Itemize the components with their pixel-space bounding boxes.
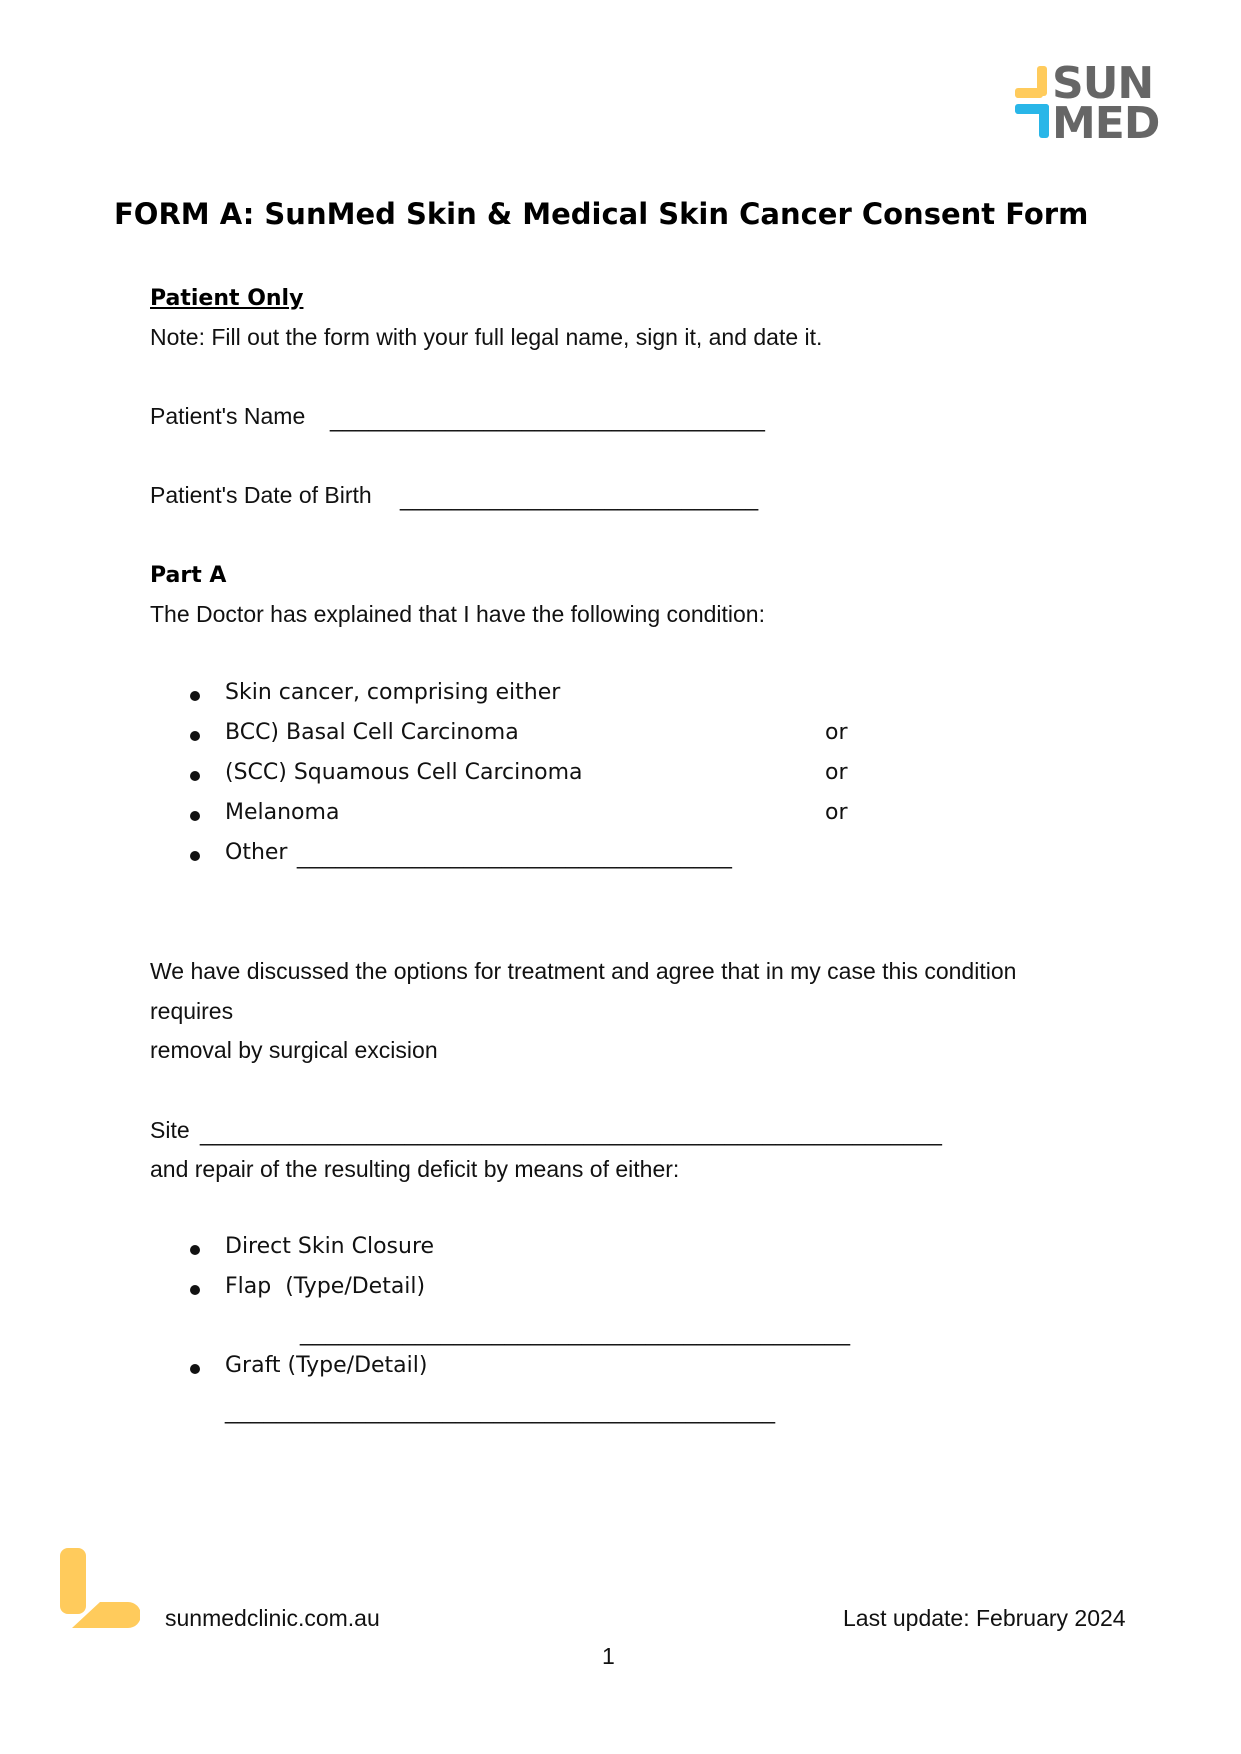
part-a-intro: The Doctor has explained that I have the following condition:: [150, 601, 765, 627]
repair-option-label: Graft (Type/Detail): [225, 1353, 428, 1378]
bullet-icon: [190, 691, 200, 701]
page-number: 1: [602, 1643, 615, 1669]
bullet-icon: [190, 811, 200, 821]
patient-dob-label: Patient's Date of Birth: [150, 482, 372, 508]
footer-logo-icon: [60, 1548, 140, 1628]
treatment-text-line1: We have discussed the options for treatment and agree that in my case this condition: [150, 958, 1017, 984]
bullet-icon: [190, 731, 200, 741]
condition-label: Melanoma: [225, 800, 340, 825]
graft-detail-field[interactable]: ___________________________________________: [225, 1398, 776, 1424]
page-title: FORM A: SunMed Skin & Medical Skin Cancer Consent Form: [114, 197, 1089, 231]
patient-note: Note: Fill out the form with your full legal name, sign it, and date it.: [150, 324, 823, 350]
treatment-text-line3: removal by surgical excision: [150, 1037, 438, 1063]
condition-label: (SCC) Squamous Cell Carcinoma: [225, 760, 583, 785]
condition-or: or: [825, 800, 848, 825]
repair-option-label: Direct Skin Closure: [225, 1234, 435, 1259]
sunmed-cross-icon: [1015, 66, 1055, 148]
bullet-icon: [190, 1364, 200, 1374]
condition-label: BCC) Basal Cell Carcinoma: [225, 720, 519, 745]
bullet-icon: [190, 1285, 200, 1295]
part-a-heading: Part A: [150, 563, 227, 588]
treatment-text-line2: requires: [150, 998, 234, 1024]
patient-name-label: Patient's Name: [150, 403, 306, 429]
sunmed-logo: [1015, 58, 1165, 149]
flap-detail-field[interactable]: ___________________________________________: [300, 1320, 851, 1346]
footer-last-update: Last update: February 2024: [843, 1605, 1126, 1631]
bullet-icon: [190, 771, 200, 781]
patient-only-heading: Patient Only: [150, 286, 304, 311]
footer-website-link[interactable]: sunmedclinic.com.au: [165, 1605, 380, 1631]
logo-word-sun: SUN: [1052, 58, 1154, 109]
condition-label: Skin cancer, comprising either: [225, 680, 561, 705]
condition-or: or: [825, 720, 848, 745]
repair-option-label: Flap (Type/Detail): [225, 1274, 426, 1299]
logo-word-med: MED: [1052, 98, 1160, 149]
site-field[interactable]: __________________________________________________________: [200, 1120, 942, 1146]
repair-text: and repair of the resulting deficit by means of either:: [150, 1156, 680, 1182]
condition-label: Other: [225, 840, 288, 865]
bullet-icon: [190, 851, 200, 861]
patient-name-field[interactable]: __________________________________: [330, 406, 765, 432]
site-label: Site: [150, 1117, 190, 1143]
patient-dob-field[interactable]: ____________________________: [400, 485, 759, 511]
condition-or: or: [825, 760, 848, 785]
bullet-icon: [190, 1245, 200, 1255]
condition-other-field[interactable]: __________________________________: [297, 843, 732, 869]
